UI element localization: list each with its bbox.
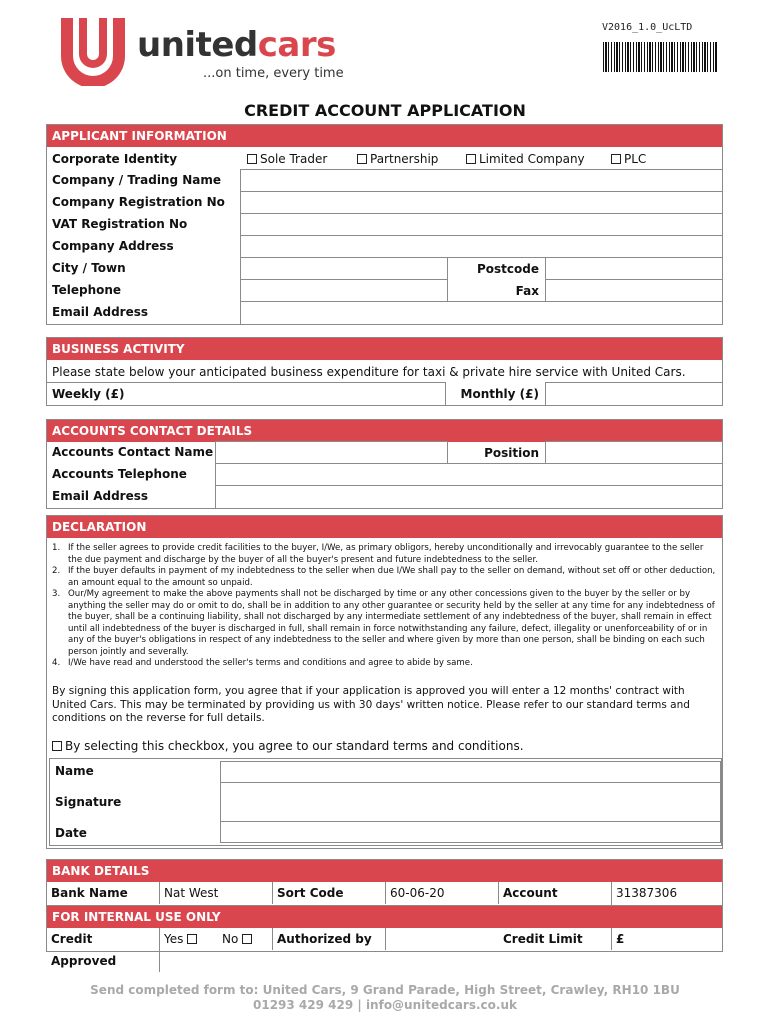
checkbox-icon[interactable] — [247, 154, 257, 164]
account-number-value[interactable]: 31387306 — [616, 886, 678, 900]
registration-no-label: Company Registration No — [52, 195, 225, 209]
option-label: Partnership — [370, 152, 439, 166]
monthly-label: Monthly (£) — [460, 387, 539, 401]
signature-label: Signature — [55, 795, 122, 809]
divider — [47, 905, 722, 906]
telephone-field[interactable] — [240, 279, 448, 302]
applicant-section — [46, 124, 723, 325]
bank-name-label: Bank Name — [47, 882, 160, 904]
bank-heading: BANK DETAILS — [47, 860, 722, 882]
option-partnership[interactable] — [357, 149, 438, 169]
logo-tagline: ...on time, every time — [203, 66, 344, 81]
declaration-heading: DECLARATION — [47, 516, 722, 538]
option-limited-company[interactable] — [466, 149, 585, 169]
declaration-item: 4. I/We have read and understood the seller's terms and conditions and agree to abide by same. — [52, 658, 473, 668]
credit-limit-label: Credit Limit — [499, 928, 612, 950]
business-instruction: Please state below your anticipated business expenditure for taxi & private hire service with United Cars. — [52, 365, 686, 379]
checkbox-icon[interactable] — [611, 154, 621, 164]
applicant-heading: APPLICANT INFORMATION — [47, 125, 722, 147]
telephone-label: Telephone — [52, 283, 122, 297]
bank-name-value[interactable]: Nat West — [160, 882, 273, 904]
option-plc[interactable] — [611, 149, 646, 169]
option-sole-trader[interactable] — [247, 149, 327, 169]
business-heading: BUSINESS ACTIVITY — [47, 338, 722, 360]
postcode-label: Postcode — [476, 262, 539, 276]
contact-name-label: Accounts Contact Name — [52, 445, 214, 459]
checkbox-icon[interactable] — [466, 154, 476, 164]
logo — [55, 14, 355, 86]
fax-label: Fax — [515, 284, 539, 298]
city-label: City / Town — [52, 261, 126, 275]
city-field[interactable] — [240, 257, 448, 280]
authorized-by-label: Authorized by — [273, 928, 386, 950]
option-label: Limited Company — [479, 152, 585, 166]
signature-field[interactable] — [220, 782, 721, 822]
barcode — [603, 42, 717, 72]
accounts-heading: ACCOUNTS CONTACT DETAILS — [47, 420, 722, 442]
accounts-telephone-label: Accounts Telephone — [52, 467, 187, 481]
accounts-email-field[interactable] — [215, 485, 723, 509]
email-label: Email Address — [52, 305, 149, 319]
vat-no-field[interactable] — [240, 213, 723, 236]
corporate-identity-label: Corporate Identity — [52, 152, 178, 166]
option-label: Sole Trader — [260, 152, 328, 166]
date-label: Date — [55, 826, 87, 840]
accounts-section — [46, 419, 723, 509]
position-label: Position — [484, 446, 539, 460]
accounts-telephone-field[interactable] — [215, 463, 723, 486]
credit-limit-field[interactable]: £ — [616, 932, 625, 946]
sort-code-label: Sort Code — [273, 882, 386, 904]
weekly-label: Weekly (£) — [52, 387, 125, 401]
logo-u-icon — [55, 14, 131, 86]
declaration-item: 1. If the seller agrees to provide credit facilities to the buyer, I/We, as primary obligors, hereby unconditionally and irrevocably guarantee to the seller the due payment and discharge by the buyer of all the buyer's present and future indebtedness to the seller. — [52, 543, 704, 565]
date-field[interactable] — [220, 821, 721, 843]
option-label: PLC — [624, 152, 647, 166]
position-field[interactable] — [545, 441, 723, 464]
sort-code-value[interactable]: 60-06-20 — [386, 882, 499, 904]
checkbox-icon[interactable] — [187, 934, 197, 944]
approved-yes[interactable]: Yes — [164, 932, 200, 946]
bank-section — [46, 859, 723, 968]
checkbox-icon[interactable] — [242, 934, 252, 944]
declaration-item: 3. Our/My agreement to make the above payments shall not be discharged by time or any other concessions given to the buyer by the seller or by anything the seller may do or omit to do, shall be in addition to any other guarantee or security held by the seller at any time for any indebtedness of the buyer, shall be a continuing liability, shall not discharged by any intermediate settlement of any indebtedness of the buyer, shall remain in effect until all indebtedness of the buyer is discharged in full, shall remain in force notwithstanding any failure, defect, illegality or unenforceability of or in any of the buyer's obligations in respect of any indebtedness to the seller and where given by more than one person, shall be binding on each such person jointly and severally. — [52, 589, 715, 657]
checkbox-icon[interactable] — [52, 741, 62, 751]
footer-address: Send completed form to: United Cars, 9 Grand Parade, High Street, Crawley, RH10 1BU — [90, 983, 680, 997]
terms-checkbox-label: By selecting this checkbox, you agree to our standard terms and conditions. — [65, 739, 524, 753]
logo-text-cars: cars — [257, 25, 336, 65]
approved-no[interactable]: No — [222, 932, 255, 946]
monthly-field[interactable] — [545, 382, 723, 406]
name-label: Name — [55, 764, 94, 778]
internal-row — [47, 928, 722, 968]
business-section — [46, 337, 723, 406]
company-name-field[interactable] — [240, 169, 723, 192]
vat-no-label: VAT Registration No — [52, 217, 188, 231]
footer-contact: 01293 429 429 | info@unitedcars.co.uk — [253, 998, 517, 1012]
company-name-label: Company / Trading Name — [52, 173, 222, 187]
declaration-section — [46, 515, 723, 849]
version-code: V2016_1.0_UcLTD — [602, 22, 693, 33]
account-number-label: Account — [499, 882, 612, 926]
address-field[interactable] — [240, 235, 723, 258]
page-title: CREDIT ACCOUNT APPLICATION — [244, 101, 526, 120]
name-field[interactable] — [220, 761, 721, 783]
accounts-email-label: Email Address — [52, 489, 149, 503]
logo-text-united: united — [137, 25, 258, 65]
bank-row — [47, 882, 722, 906]
terms-checkbox-row[interactable] — [52, 736, 524, 756]
declaration-list — [52, 543, 716, 670]
weekly-field[interactable] — [46, 382, 446, 406]
internal-heading: FOR INTERNAL USE ONLY — [47, 906, 722, 928]
signature-block — [49, 758, 722, 846]
postcode-field[interactable] — [545, 257, 723, 280]
registration-no-field[interactable] — [240, 191, 723, 214]
credit-approved-options — [160, 928, 273, 950]
credit-approved-label: Credit Approved — [47, 928, 160, 972]
declaration-item: 2. If the buyer defaults in payment of my indebtedness to the seller when due I/We shall pay to the seller on demand, without set off or other deduction, an amount equal to the amount so unpaid. — [52, 566, 716, 588]
contact-name-field[interactable] — [215, 441, 448, 464]
signing-text: By signing this application form, you agree that if your application is approved you will enter a 12 months' contract with United Cars. This may be terminated by providing us with 30 days' written notice. Please refer to our standard terms and conditions on the reverse for full details. — [52, 685, 690, 724]
checkbox-icon[interactable] — [357, 154, 367, 164]
fax-field[interactable] — [545, 279, 723, 302]
address-label: Company Address — [52, 239, 174, 253]
email-field[interactable] — [240, 301, 723, 325]
